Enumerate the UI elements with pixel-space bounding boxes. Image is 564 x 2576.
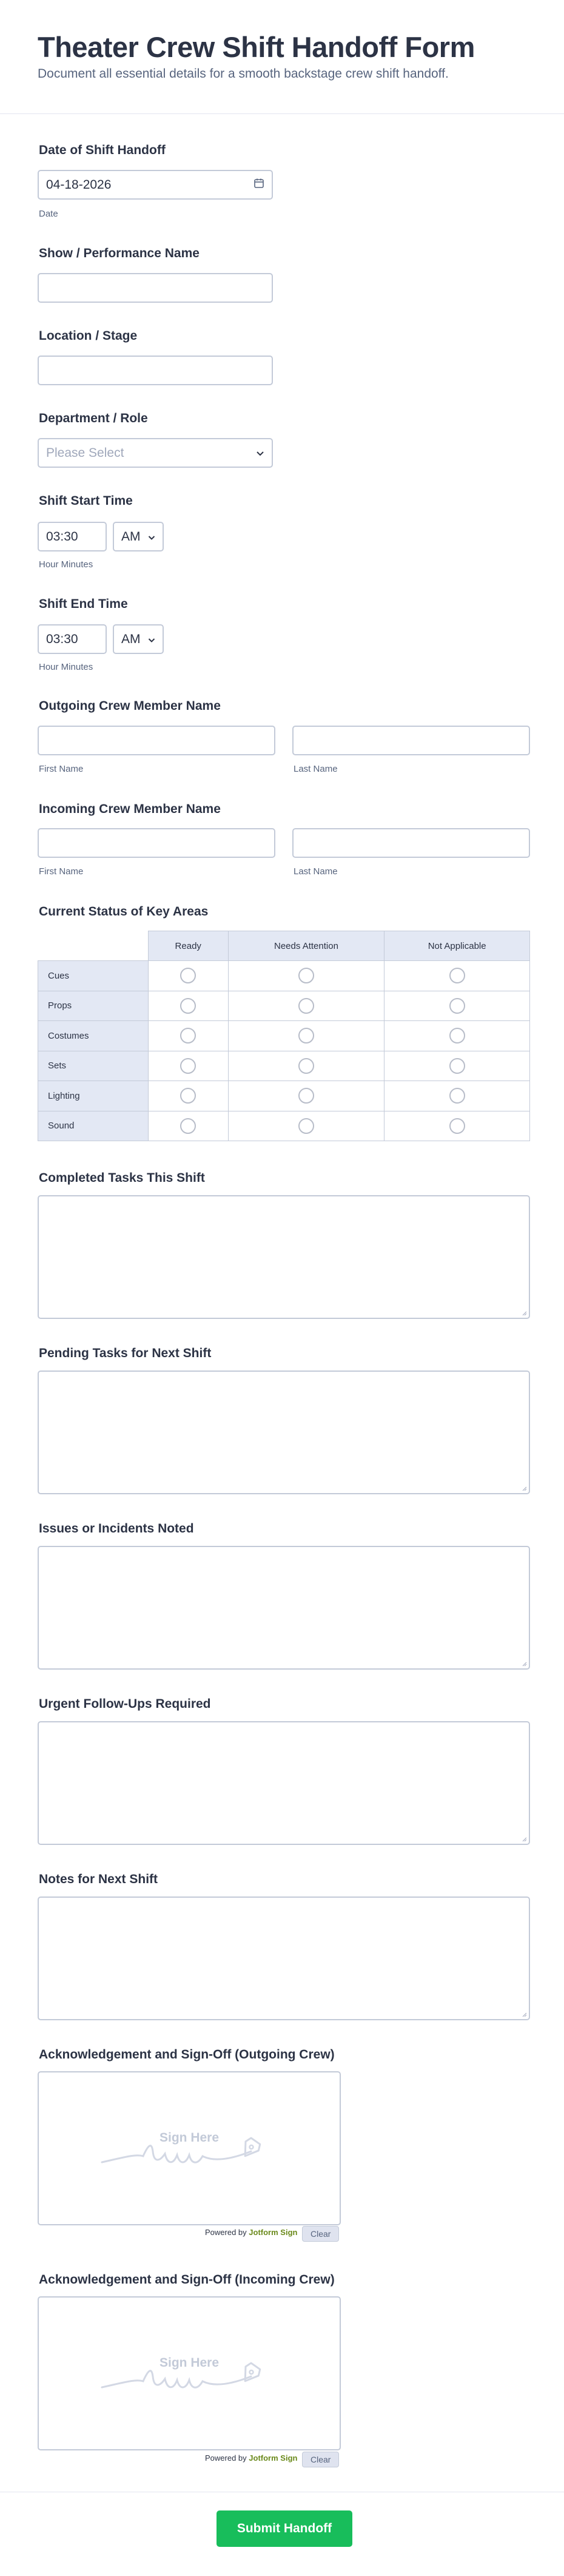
status-matrix bbox=[38, 931, 530, 1141]
radio-sets-not-applicable[interactable] bbox=[449, 1058, 465, 1074]
incoming-last-sublabel: Last Name bbox=[294, 866, 338, 877]
form-title: Theater Crew Shift Handoff Form bbox=[38, 31, 475, 63]
radio-props-ready[interactable] bbox=[180, 998, 196, 1014]
matrix-row-costumes bbox=[38, 1021, 530, 1051]
incoming-name-label: Incoming Crew Member Name bbox=[39, 802, 221, 816]
matrix-row-sound bbox=[38, 1111, 530, 1141]
radio-props-not-applicable[interactable] bbox=[449, 998, 465, 1014]
matrix-cell bbox=[228, 1111, 384, 1141]
date-label: Date of Shift Handoff bbox=[39, 143, 166, 157]
matrix-row-props bbox=[38, 991, 530, 1021]
issues-textarea[interactable] bbox=[38, 1546, 530, 1670]
matrix-cell bbox=[228, 1081, 384, 1111]
radio-lighting-not-applicable[interactable] bbox=[449, 1088, 465, 1104]
matrix-cell bbox=[148, 991, 228, 1021]
matrix-col-ready: Ready bbox=[148, 931, 228, 961]
end-time-input[interactable] bbox=[38, 624, 107, 654]
resize-grip-icon[interactable] bbox=[521, 1836, 527, 1842]
completed-tasks-label: Completed Tasks This Shift bbox=[39, 1171, 205, 1185]
calendar-icon[interactable] bbox=[253, 178, 264, 192]
date-value: 04-18-2026 bbox=[46, 177, 112, 192]
chevron-down-icon bbox=[148, 632, 155, 647]
matrix-cell bbox=[384, 991, 530, 1021]
resize-grip-icon[interactable] bbox=[521, 1485, 527, 1491]
sign-incoming-pad[interactable] bbox=[38, 2296, 341, 2450]
radio-sound-ready[interactable] bbox=[180, 1118, 196, 1134]
matrix-header-row bbox=[38, 931, 530, 961]
end-time-sublabel: Hour Minutes bbox=[39, 662, 93, 672]
pending-tasks-label: Pending Tasks for Next Shift bbox=[39, 1346, 212, 1360]
sign-here-placeholder: Sign Here bbox=[159, 2356, 220, 2370]
start-time-sublabel: Hour Minutes bbox=[39, 559, 93, 570]
matrix-row-label: Props bbox=[38, 991, 149, 1021]
chevron-down-icon bbox=[256, 446, 264, 460]
radio-sets-ready[interactable] bbox=[180, 1058, 196, 1074]
followups-label: Urgent Follow-Ups Required bbox=[39, 1697, 211, 1711]
matrix-cell bbox=[148, 1021, 228, 1051]
radio-costumes-needs-attention[interactable] bbox=[298, 1028, 314, 1044]
matrix-row-lighting bbox=[38, 1081, 530, 1111]
resize-grip-icon[interactable] bbox=[521, 1661, 527, 1667]
outgoing-last-sublabel: Last Name bbox=[294, 764, 338, 774]
matrix-row-label: Lighting bbox=[38, 1081, 149, 1111]
outgoing-first-sublabel: First Name bbox=[39, 764, 84, 774]
radio-props-needs-attention[interactable] bbox=[298, 998, 314, 1014]
followups-textarea[interactable] bbox=[38, 1721, 530, 1845]
powered-brand: Jotform Sign bbox=[249, 2228, 298, 2237]
pending-tasks-textarea[interactable] bbox=[38, 1371, 530, 1494]
matrix-corner bbox=[38, 931, 149, 961]
incoming-first-name-input[interactable] bbox=[38, 828, 275, 858]
matrix-cell bbox=[228, 1021, 384, 1051]
radio-sound-not-applicable[interactable] bbox=[449, 1118, 465, 1134]
start-ampm-select[interactable] bbox=[113, 522, 164, 551]
chevron-down-icon bbox=[148, 530, 155, 544]
sign-incoming-clear-button[interactable]: Clear bbox=[302, 2452, 339, 2467]
end-time-value: 03:30 bbox=[46, 632, 78, 646]
matrix-row-label: Costumes bbox=[38, 1021, 149, 1051]
date-input[interactable] bbox=[38, 170, 273, 200]
matrix-row-label: Sound bbox=[38, 1111, 149, 1141]
form-subtitle: Document all essential details for a smooth backstage crew shift handoff. bbox=[38, 67, 449, 81]
sign-outgoing-clear-button[interactable]: Clear bbox=[302, 2226, 339, 2242]
radio-costumes-ready[interactable] bbox=[180, 1028, 196, 1044]
sign-outgoing-label: Acknowledgement and Sign-Off (Outgoing Crew) bbox=[39, 2048, 335, 2062]
start-time-input[interactable] bbox=[38, 522, 107, 551]
department-placeholder: Please Select bbox=[46, 445, 124, 460]
sign-incoming-label: Acknowledgement and Sign-Off (Incoming Crew) bbox=[39, 2273, 335, 2287]
radio-lighting-needs-attention[interactable] bbox=[298, 1088, 314, 1104]
powered-prefix: Powered by bbox=[205, 2453, 247, 2463]
outgoing-last-name-input[interactable] bbox=[292, 726, 530, 755]
radio-sets-needs-attention[interactable] bbox=[298, 1058, 314, 1074]
matrix-row-label: Cues bbox=[38, 961, 149, 991]
radio-lighting-ready[interactable] bbox=[180, 1088, 196, 1104]
status-matrix-label: Current Status of Key Areas bbox=[39, 905, 209, 919]
submit-button[interactable]: Submit Handoff bbox=[217, 2510, 352, 2547]
matrix-cell bbox=[384, 1051, 530, 1081]
matrix-cell bbox=[228, 1051, 384, 1081]
radio-cues-needs-attention[interactable] bbox=[298, 968, 314, 983]
issues-label: Issues or Incidents Noted bbox=[39, 1522, 194, 1536]
matrix-cell bbox=[384, 1081, 530, 1111]
show-input[interactable] bbox=[38, 273, 273, 303]
matrix-row-sets bbox=[38, 1051, 530, 1081]
matrix-cell bbox=[384, 1111, 530, 1141]
end-ampm-select[interactable] bbox=[113, 624, 164, 654]
form-header bbox=[0, 0, 564, 114]
start-ampm-value: AM bbox=[121, 529, 141, 544]
powered-by-text bbox=[205, 2453, 297, 2463]
resize-grip-icon[interactable] bbox=[521, 1310, 527, 1316]
powered-prefix: Powered by bbox=[205, 2228, 247, 2237]
start-time-label: Shift Start Time bbox=[39, 494, 133, 508]
resize-grip-icon[interactable] bbox=[521, 2011, 527, 2017]
matrix-col-not-applicable: Not Applicable bbox=[384, 931, 530, 961]
matrix-col-needs-attention: Needs Attention bbox=[228, 931, 384, 961]
radio-sound-needs-attention[interactable] bbox=[298, 1118, 314, 1134]
sign-outgoing-pad[interactable] bbox=[38, 2071, 341, 2225]
start-time-value: 03:30 bbox=[46, 529, 78, 544]
show-label: Show / Performance Name bbox=[39, 246, 200, 260]
matrix-cell bbox=[384, 1021, 530, 1051]
powered-brand: Jotform Sign bbox=[249, 2453, 298, 2463]
incoming-first-sublabel: First Name bbox=[39, 866, 84, 877]
completed-tasks-textarea[interactable] bbox=[38, 1195, 530, 1319]
matrix-row-label: Sets bbox=[38, 1051, 149, 1081]
department-select[interactable] bbox=[38, 438, 273, 468]
powered-by-text bbox=[205, 2228, 297, 2237]
radio-costumes-not-applicable[interactable] bbox=[449, 1028, 465, 1044]
matrix-cell bbox=[148, 961, 228, 991]
matrix-cell bbox=[228, 991, 384, 1021]
notes-textarea[interactable] bbox=[38, 1897, 530, 2020]
notes-label: Notes for Next Shift bbox=[39, 1872, 158, 1886]
matrix-row-cues bbox=[38, 961, 530, 991]
outgoing-first-name-input[interactable] bbox=[38, 726, 275, 755]
end-ampm-value: AM bbox=[121, 632, 141, 646]
end-time-label: Shift End Time bbox=[39, 597, 128, 611]
sign-here-placeholder: Sign Here bbox=[159, 2131, 220, 2145]
radio-cues-not-applicable[interactable] bbox=[449, 968, 465, 983]
matrix-cell bbox=[148, 1051, 228, 1081]
outgoing-name-label: Outgoing Crew Member Name bbox=[39, 699, 221, 713]
matrix-cell bbox=[384, 961, 530, 991]
location-label: Location / Stage bbox=[39, 329, 138, 343]
location-input[interactable] bbox=[38, 356, 273, 385]
date-sublabel: Date bbox=[39, 209, 58, 219]
matrix-cell bbox=[148, 1111, 228, 1141]
matrix-cell bbox=[148, 1081, 228, 1111]
department-label: Department / Role bbox=[39, 411, 148, 425]
incoming-last-name-input[interactable] bbox=[292, 828, 530, 858]
matrix-cell bbox=[228, 961, 384, 991]
radio-cues-ready[interactable] bbox=[180, 968, 196, 983]
